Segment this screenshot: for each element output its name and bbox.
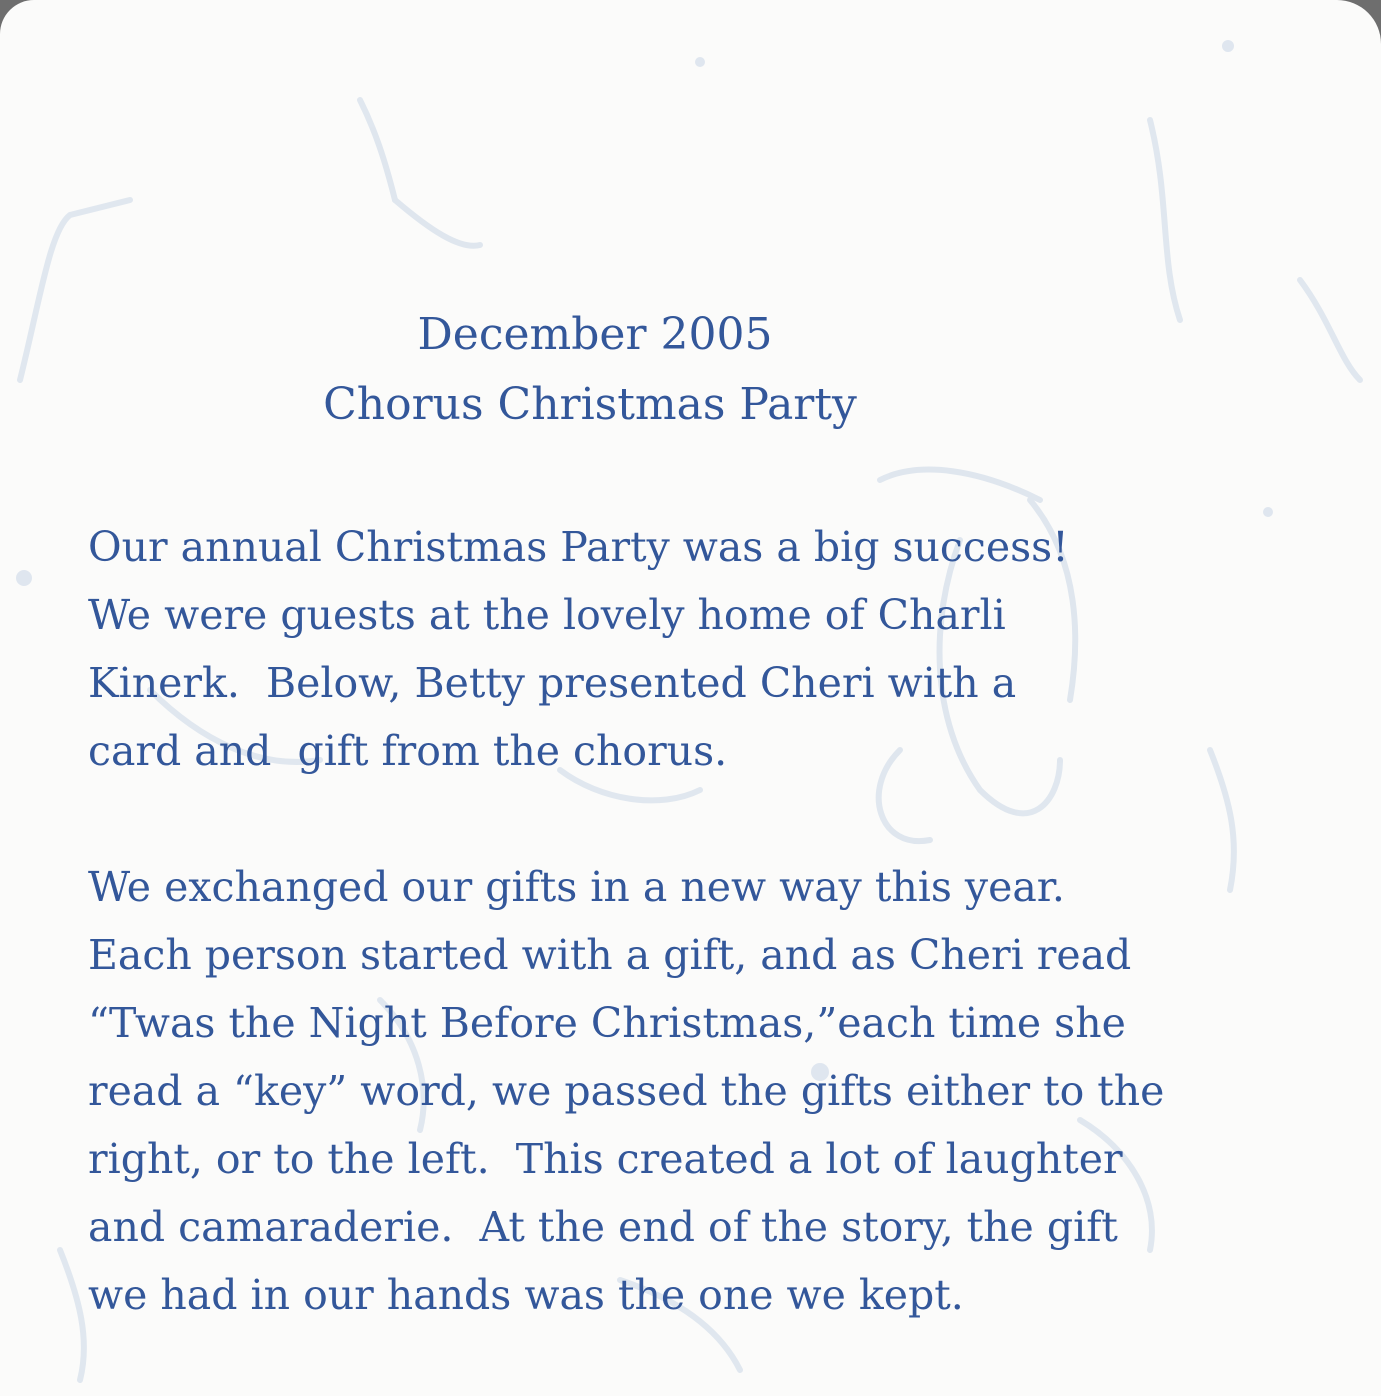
paragraph-line: we had in our hands was the one we kept.	[88, 1271, 964, 1319]
paragraph-line: right, or to the left. This created a lot of laughter	[88, 1135, 1123, 1183]
heading-date: December 2005	[417, 309, 773, 360]
document-heading	[0, 300, 1180, 440]
paragraph-line: Our annual Christmas Party was a big success!	[88, 523, 1069, 571]
paragraph-line: We were guests at the lovely home of Charli	[88, 591, 1006, 639]
paragraph-line: Each person started with a gift, and as Cheri read	[88, 931, 1132, 979]
paragraph-party-summary	[88, 513, 1358, 785]
paragraph-line: “Twas the Night Before Christmas,”each time she	[88, 999, 1126, 1047]
paragraph-line: read a “key” word, we passed the gifts either to the	[88, 1067, 1165, 1115]
paragraph-gift-exchange	[88, 853, 1358, 1329]
paragraph-line: and camaraderie. At the end of the story, the gift	[88, 1203, 1118, 1251]
paragraph-line: Kinerk. Below, Betty presented Cheri with a	[88, 659, 1017, 707]
paragraph-line: card and gift from the chorus.	[88, 727, 728, 775]
paragraph-line: We exchanged our gifts in a new way this year.	[88, 863, 1065, 911]
heading-event-title: Chorus Christmas Party	[323, 379, 857, 430]
